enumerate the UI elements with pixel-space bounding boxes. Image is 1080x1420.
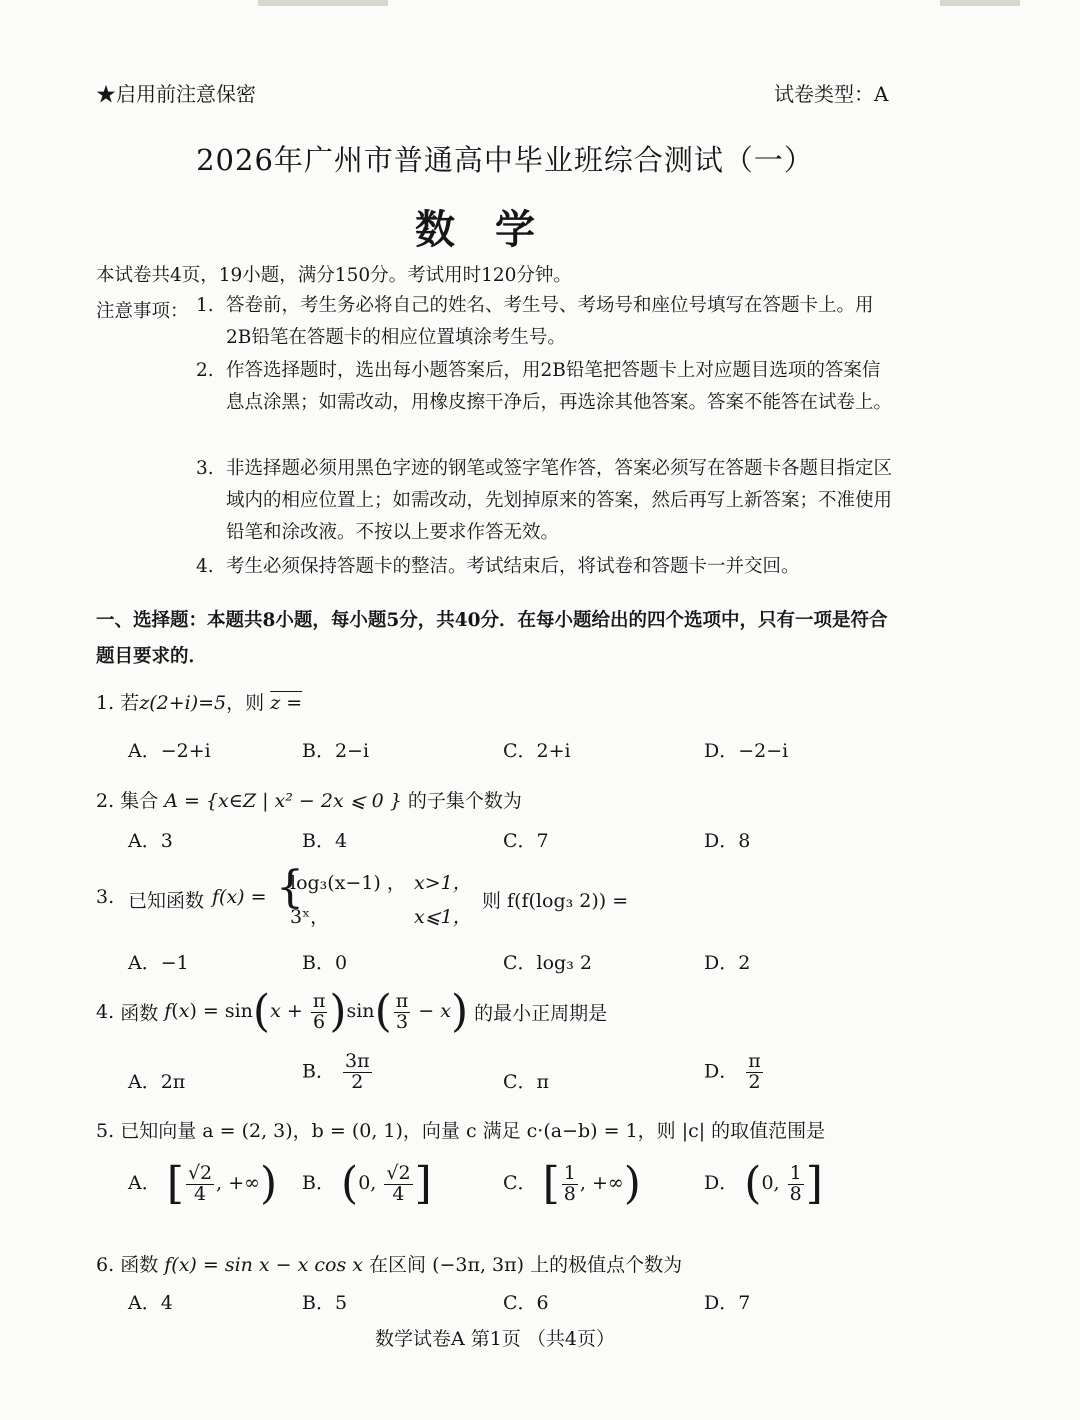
section-heading: 一、选择题：本题共8小题，每小题5分，共40分．在每小题给出的四个选项中，只有一项是符合题目要求的． — [96, 610, 888, 667]
question-expression: f(x) = sin x − x cos x — [164, 1254, 363, 1276]
option-a[interactable]: A． [ $\frac{√2}{4}$ , +∞) — [128, 1158, 278, 1209]
notice-item-text: 考生必须保持答题卡的整洁。考试结束后，将试卷和答题卡一并交回。 — [226, 556, 800, 577]
question-expression: z(2+i)=5 — [139, 692, 227, 714]
option-b[interactable]: B． (0, $\frac{√2}{4}$ ] — [302, 1158, 432, 1209]
right-paren: ) — [259, 1158, 278, 1209]
option-c[interactable]: C．6 — [503, 1292, 549, 1314]
question-stem: 若 — [120, 692, 140, 714]
question-1 — [96, 688, 302, 715]
piecewise-case-1: log₃(x−1) ， — [290, 872, 406, 894]
exam-intro: 本试卷共4页，19小题，满分150分。考试用时120分钟。 — [96, 265, 572, 286]
notice-label: 注意事项： — [96, 301, 189, 322]
question-stem: 的子集个数为 — [407, 790, 522, 812]
option-c[interactable]: C．2+i — [503, 740, 571, 762]
question-stem: 的最小正周期是 — [474, 1002, 608, 1025]
notice-item-2 — [196, 355, 896, 419]
question-stem: 集合 — [120, 790, 159, 812]
option-label: D． — [704, 1172, 739, 1194]
option-a[interactable]: A．−1 — [128, 952, 189, 974]
option-a[interactable]: A．2π — [128, 1071, 186, 1093]
page-footer: 数学试卷A 第1页 （共4页） — [375, 1328, 615, 1350]
option-label: C． — [503, 1172, 537, 1194]
option-a[interactable]: A．4 — [128, 1292, 173, 1314]
option-c[interactable]: C．π — [503, 1071, 550, 1093]
question-5 — [96, 1116, 825, 1143]
question-stem: 已知函数 — [128, 890, 205, 912]
question-number: 5. — [96, 1120, 115, 1142]
option-a[interactable]: A．−2+i — [128, 740, 211, 762]
option-d[interactable]: D．−2−i — [704, 740, 789, 762]
notice-item-number: 2. — [196, 360, 214, 381]
question-number: 6. — [96, 1254, 115, 1276]
option-d[interactable]: D．2 — [704, 952, 751, 974]
notice-item-3 — [196, 453, 896, 549]
question-stem: 函数 — [120, 1002, 159, 1025]
notice-item-number: 4. — [196, 556, 214, 577]
left-bracket: [ — [166, 1158, 184, 1209]
fraction-numerator: 3π — [345, 1050, 370, 1072]
option-c[interactable]: C．7 — [503, 830, 549, 852]
question-stem: 已知向量 — [120, 1120, 197, 1142]
option-d[interactable]: D． (0, $\frac{1}{8}$ ] — [704, 1158, 823, 1209]
option-label: B． — [302, 1172, 335, 1194]
option-c[interactable]: C．log₃ 2 — [503, 952, 592, 974]
fraction-denominator: 2 — [351, 1070, 364, 1093]
option-b[interactable]: B．5 — [302, 1292, 348, 1314]
option-d[interactable]: D．7 — [704, 1292, 751, 1314]
scan-artifact — [258, 0, 388, 6]
question-expression: A = {x∈Z | x² − 2x ⩽ 0 } — [164, 790, 402, 812]
option-label: B． — [302, 1060, 335, 1083]
notice-item-text: 非选择题必须用黑色字迹的钢笔或签字笔作答，答案必须写在答题卡各题目指定区域内的相应位置上；如需改动，先划掉原来的答案，然后再写上新答案；不准使用铅笔和涂改液。不按以上要求作答无效。 — [226, 458, 893, 543]
subject-title: 数学 — [415, 206, 575, 253]
option-b[interactable]: B．2−i — [302, 740, 370, 762]
option-label: A． — [128, 1172, 161, 1194]
question-number: 3. — [96, 886, 115, 908]
left-brace: { — [276, 862, 304, 913]
scan-artifact — [940, 0, 1020, 6]
question-expression: f(x) = — [212, 886, 267, 908]
question-stem: 则 f(f(log₃ 2)) = — [482, 890, 629, 912]
left-paren: ( — [744, 1158, 762, 1209]
question-expression: a = (2, 3)，b = (0, 1)，向量 c 满足 c·(a−b) = 1，则 |c| 的取值范围是 — [202, 1120, 826, 1142]
question-number: 2. — [96, 790, 115, 812]
left-paren: ( — [341, 1158, 359, 1209]
piecewise-condition-2: x⩽1， — [414, 906, 472, 928]
function-expression: f(x) = sin(x + $\frac{\pi}{6}$ )sin( $\frac{\pi}{3}$ − x) — [164, 986, 469, 1037]
exam-title: 2026年广州市普通高中毕业班综合测试（一） — [196, 143, 814, 177]
notice-item-number: 1. — [196, 295, 214, 316]
notice-item-text: 作答选择题时，选出每小题答案后，用2B铅笔把答题卡上对应题目选项的答案信息点涂黑；如需改动，用橡皮擦干净后，再选涂其他答案。答案不能答在试卷上。 — [226, 360, 893, 413]
notice-item-4 — [196, 551, 896, 583]
question-2 — [96, 786, 522, 813]
piecewise-case-2: 3ˣ， — [290, 906, 330, 928]
question-6 — [96, 1250, 682, 1277]
left-bracket: [ — [542, 1158, 560, 1209]
question-expression: z = — [270, 692, 303, 714]
question-4 — [96, 986, 608, 1037]
option-d[interactable]: D．8 — [704, 830, 751, 852]
question-stem: 函数 — [120, 1254, 159, 1276]
right-paren: ) — [623, 1158, 641, 1209]
right-bracket: ] — [805, 1158, 823, 1209]
notice-item-1 — [196, 290, 896, 354]
fraction-denominator: 2 — [748, 1070, 761, 1093]
option-d[interactable] — [704, 1052, 765, 1093]
fraction-numerator: π — [748, 1050, 761, 1072]
option-a[interactable]: A．3 — [128, 830, 173, 852]
notice-item-text: 答卷前，考生务必将自己的姓名、考生号、考场号和座位号填写在答题卡上。用2B铅笔在答题卡的相应位置填涂考生号。 — [226, 295, 874, 348]
option-b[interactable]: B．0 — [302, 952, 348, 974]
confidential-label: ★启用前注意保密 — [96, 82, 256, 106]
option-c[interactable]: C． [ $\frac{1}{8}$ , +∞) — [503, 1158, 641, 1209]
piecewise-condition-1: x>1， — [414, 872, 472, 894]
option-b[interactable]: B．4 — [302, 830, 348, 852]
paper-type-label: 试卷类型：A — [774, 82, 889, 106]
notice-item-number: 3. — [196, 458, 214, 479]
question-stem: ，则 — [226, 692, 265, 714]
right-bracket: ] — [414, 1158, 432, 1209]
question-number: 1. — [96, 692, 115, 714]
question-stem: 在区间 (−3π, 3π) 上的极值点个数为 — [369, 1254, 683, 1276]
option-b[interactable] — [302, 1052, 374, 1093]
question-number: 4. — [96, 1001, 115, 1023]
option-label: D． — [704, 1060, 739, 1083]
